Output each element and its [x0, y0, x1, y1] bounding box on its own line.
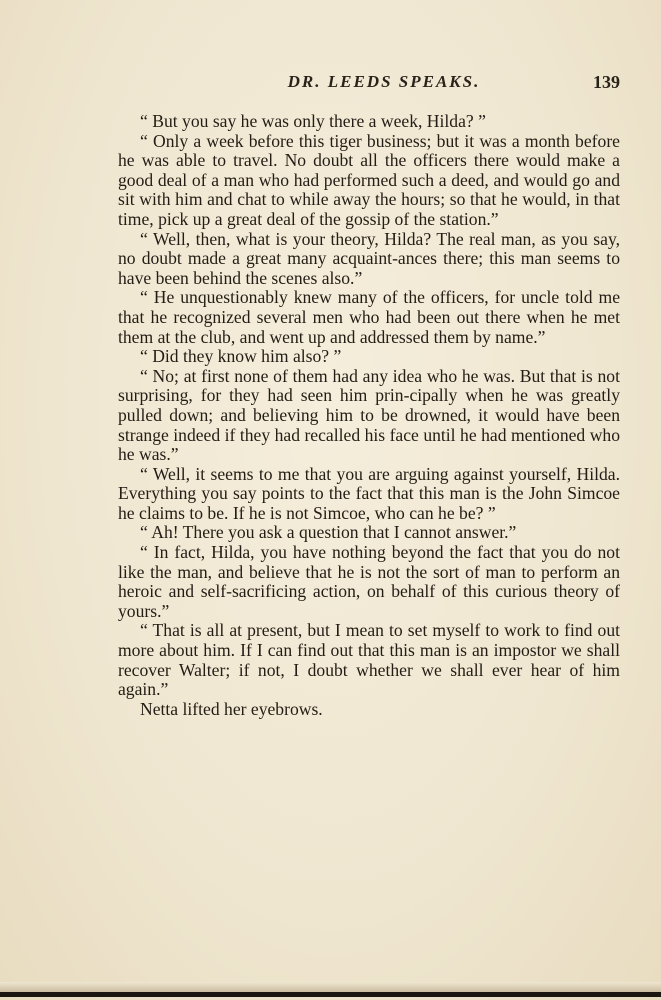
- page-edge-shadow: [0, 982, 661, 992]
- paragraph: “ In fact, Hilda, you have nothing beyond the fact that you do not like the man, and believe that he is not the sort of man to perform an heroic and self-sacrificing action, on behalf of this curious theory of yours.”: [118, 542, 620, 621]
- page-number: 139: [593, 72, 620, 92]
- paragraph: “ That is all at present, but I mean to set myself to work to find out more about him. If I can find out that this man is an impostor we shall recover Walter; if not, I doubt whether we shall ever hear of him again.”: [118, 620, 620, 700]
- page-header: [118, 72, 620, 98]
- paragraph: “ But you say he was only there a week, Hilda? ”: [140, 111, 486, 131]
- paragraph: “ Did they know him also? ”: [140, 346, 342, 367]
- paragraph: “ Only a week before this tiger business; but it was a month before he was able to travel. No doubt all the officers there would make a good deal of a man who had performed such a deed, and would go and sit with him and chat to while away the hours; so that he would, in that time, pick up a great deal of the gossip of the station.”: [118, 130, 620, 229]
- paragraph: “ Well, then, what is your theory, Hilda? The real man, as you say, no doubt made a great many acquaint-ances there; this man seems to have been behind the scenes also.”: [118, 228, 620, 288]
- paragraph: “ Ah! There you ask a question that I cannot answer.”: [140, 522, 517, 543]
- running-head: DR. LEEDS SPEAKS.: [287, 72, 481, 91]
- page-bottom-edge: [0, 992, 661, 997]
- paragraph: “ No; at first none of them had any idea who he was. But that is not surprising, for they had seen him prin-cipally when he was greatly pulled down; and believing him to be drowned, it would have been strange indeed if they had recalled his face until he had mentioned who he was.”: [118, 365, 620, 465]
- paragraph: “ He unquestionably knew many of the officers, for uncle told me that he recognized several men who had been out there when he met them at the club, and went up and addressed them by name.”: [118, 287, 620, 347]
- body-text: [118, 112, 620, 719]
- paragraph: Netta lifted her eyebrows.: [140, 698, 323, 719]
- paragraph: “ Well, it seems to me that you are arguing against yourself, Hilda. Everything you say points to the fact that this man is the John Simcoe he claims to be. If he is not Simcoe, who can he be? ”: [118, 463, 620, 523]
